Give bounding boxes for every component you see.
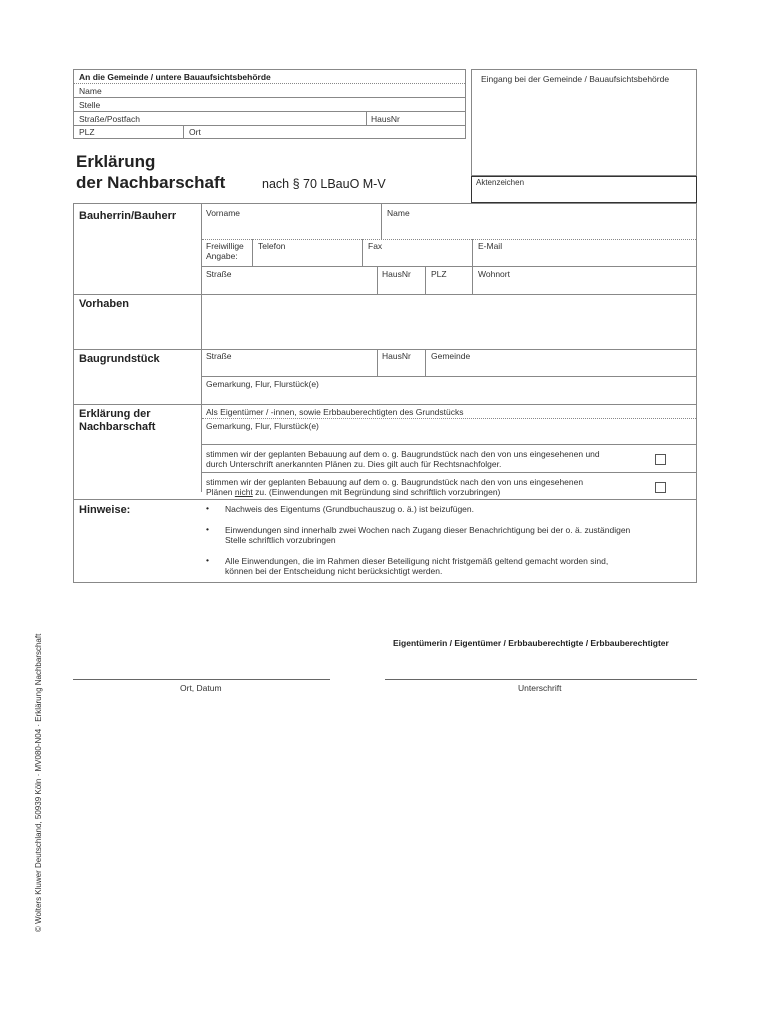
option-zustimmung-text-line1: stimmen wir der geplanten Bebauung auf dem o. g. Baugrundstück nach den von uns eingesehenen und [206,449,600,459]
page-title: Erklärung [76,152,156,171]
bauherr-email-field[interactable]: E-Mail [478,241,503,251]
section-erklaerung-line2: Nachbarschaft [79,421,156,433]
ort-datum-line[interactable] [73,679,330,680]
grundstueck-hausnr-field[interactable]: HausNr [382,351,411,361]
option-ablehnung-text-line1: stimmen wir der geplanten Bebauung auf dem o. g. Baugrundstück nach den von uns eingesehenen [206,477,584,487]
aktenzeichen-label: Aktenzeichen [476,178,525,187]
section-erklaerung: Erklärung der [79,408,151,420]
hinweis-item-2-line2: Stelle schriftlich vorzubringen [225,535,336,545]
section-baugrundstueck: Baugrundstück [79,353,160,365]
erklaerung-gemarkung-field[interactable]: Gemarkung, Flur, Flurstück(e) [206,421,319,431]
address-stelle-field[interactable]: Stelle [79,100,101,110]
bauherr-telefon-field[interactable]: Telefon [258,241,286,251]
ort-datum-label: Ort, Datum [180,683,222,693]
bauherr-wohnort-field[interactable]: Wohnort [478,269,510,279]
signature-owner-label: Eigentümerin / Eigentümer / Erbbauberechtigte / Erbbauberechtigter [393,638,669,648]
option-ablehnung-post: zu. (Einwendungen mit Begründung sind schriftlich vorzubringen) [252,487,501,497]
bauherr-name-field[interactable]: Name [387,208,410,218]
unterschrift-line[interactable] [385,679,697,680]
address-ort-field[interactable]: Ort [189,127,201,137]
unterschrift-label: Unterschrift [518,683,562,693]
hinweis-item-2-line1: Einwendungen sind innerhalb zwei Wochen nach Zugang dieser Benachrichtigung bei der o. ä. zuständigen [225,525,631,535]
hinweis-item-3-line1: Alle Einwendungen, die im Rahmen dieser Beteiligung nicht fristgemäß geltend gemacht worden sind, [225,556,609,566]
hinweis-item-3-line2: können bei der Entscheidung nicht berücksichtigt werden. [225,566,443,576]
erklaerung-eigentuemer-label: Als Eigentümer / -innen, sowie Erbbauberechtigten des Grundstücks [206,407,464,417]
bauherr-fax-field[interactable]: Fax [368,241,383,251]
hinweis-bullet-2: • [206,524,209,534]
hinweis-item-1-line1: Nachweis des Eigentums (Grundbuchauszug o. ä.) ist beizufügen. [225,504,474,514]
option-ablehnung-nicht: nicht [234,487,253,497]
address-header: An die Gemeinde / untere Bauaufsichtsbehörde [79,72,271,82]
bauherr-vorname-field[interactable]: Vorname [206,208,241,218]
section-bauherr: Bauherrin/Bauherr [79,210,177,222]
grundstueck-strasse-field[interactable]: Straße [206,351,232,361]
option-zustimmung-text-line2: durch Unterschrift anerkannten Plänen zu. Dies gilt auch für Rechtsnachfolger. [206,459,502,469]
vorhaben-field[interactable] [203,296,695,348]
grundstueck-gemarkung-field[interactable]: Gemarkung, Flur, Flurstück(e) [206,379,319,389]
page-title-suffix: nach § 70 LBauO M-V [262,177,386,191]
page-title-line2: der Nachbarschaft [76,173,226,192]
address-plz-field[interactable]: PLZ [79,127,95,137]
address-name-field[interactable]: Name [79,86,102,96]
bauherr-freiwillige-label: Freiwillige Angabe: [206,241,244,261]
section-hinweise: Hinweise: [79,504,131,516]
bauherr-strasse-field[interactable]: Straße [206,269,232,279]
option-ablehnung-checkbox[interactable] [655,482,666,493]
section-vorhaben: Vorhaben [79,298,129,310]
bauherr-hausnr-field[interactable]: HausNr [382,269,411,279]
option-ablehnung-pre: Plänen [206,487,235,497]
option-ablehnung-text-line2 [206,487,500,497]
eingang-label: Eingang bei der Gemeinde / Bauaufsichtsbehörde [481,74,670,84]
hinweis-bullet-3: • [206,555,209,565]
copyright-note: © Wolters Kluwer Deutschland, 50939 Köln · MV080-N04 · Erklärung Nachbarschaft [34,633,43,932]
address-street-field[interactable]: Straße/Postfach [79,114,140,124]
address-hausnr-field[interactable]: HausNr [371,114,400,124]
hinweis-bullet-1: • [206,503,209,513]
option-zustimmung-checkbox[interactable] [655,454,666,465]
grundstueck-gemeinde-field[interactable]: Gemeinde [431,351,471,361]
bauherr-plz-field[interactable]: PLZ [431,269,447,279]
eingang-box [471,69,697,176]
